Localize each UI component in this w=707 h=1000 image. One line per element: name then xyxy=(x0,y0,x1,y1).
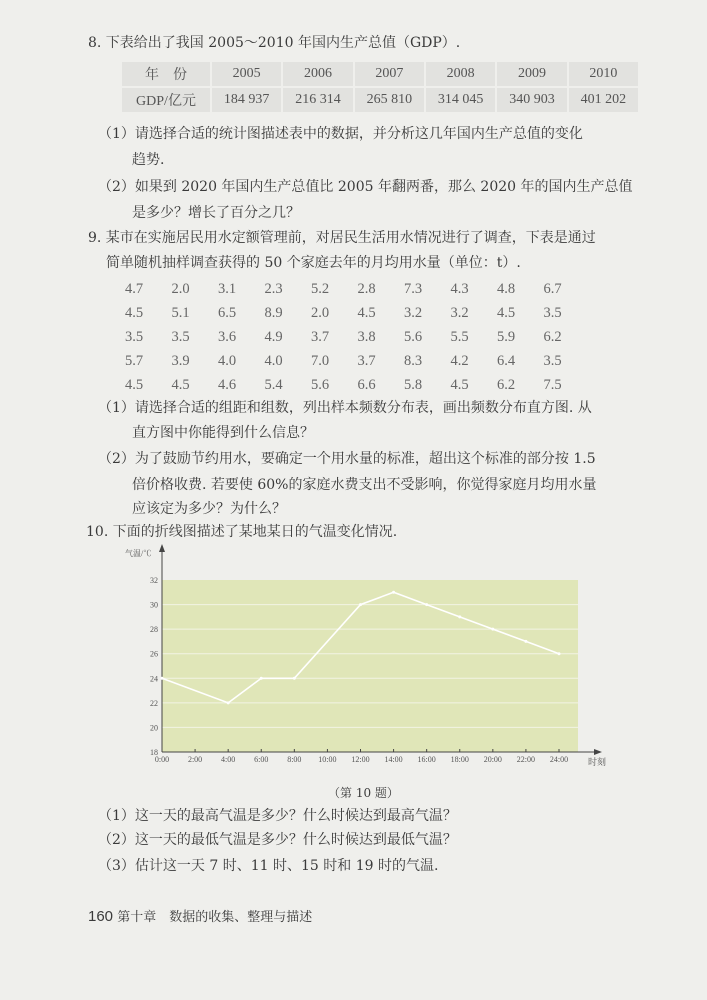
data-value: 3.1 xyxy=(218,281,237,297)
x-tick-label: 8:00 xyxy=(287,755,302,764)
data-value: 4.7 xyxy=(125,281,144,297)
q8-sub1: （1）请选择合适的统计图描述表中的数据，并分析这几年国内生产总值的变化 xyxy=(98,126,583,142)
water-data-grid xyxy=(125,277,590,397)
data-value: 4.5 xyxy=(450,377,469,393)
data-point xyxy=(425,603,428,606)
data-row xyxy=(125,373,590,397)
data-point xyxy=(524,640,527,643)
x-tick-label: 12:00 xyxy=(351,755,370,764)
x-tick-label: 24:00 xyxy=(549,755,569,764)
table-cell: GDP/亿元 xyxy=(122,88,210,112)
data-value: 5.7 xyxy=(125,353,144,369)
data-point xyxy=(392,591,395,594)
x-tick-label: 18:00 xyxy=(450,755,469,764)
y-tick-label: 18 xyxy=(150,748,158,757)
x-tick-label: 14:00 xyxy=(384,755,403,764)
data-value: 4.0 xyxy=(264,353,283,369)
data-value: 3.6 xyxy=(218,329,237,345)
table-cell: 2010 xyxy=(569,62,638,86)
data-value: 4.8 xyxy=(497,281,516,297)
data-row xyxy=(125,325,590,349)
y-tick-label: 22 xyxy=(150,698,158,708)
data-value: 3.2 xyxy=(450,305,469,321)
data-point xyxy=(558,652,561,655)
q10-sub1: （1）这一天的最高气温是多少？什么时候达到最高气温？ xyxy=(98,808,457,824)
gdp-table xyxy=(120,60,640,114)
data-value: 3.8 xyxy=(357,329,376,345)
data-value: 3.5 xyxy=(125,329,144,345)
data-value: 5.8 xyxy=(404,377,423,393)
y-axis-label: 气温/℃ xyxy=(125,549,152,558)
chapter-title: 第十章 数据的收集、整理与描述 xyxy=(117,909,313,924)
data-value: 6.6 xyxy=(357,377,376,393)
table-cell: 216 314 xyxy=(283,88,352,112)
data-point xyxy=(359,603,362,606)
table-cell: 265 810 xyxy=(355,88,424,112)
data-point xyxy=(227,701,230,704)
table-cell: 2007 xyxy=(355,62,424,86)
table-cell: 2006 xyxy=(283,62,352,86)
x-tick-label: 10:00 xyxy=(318,755,337,764)
q9-sub2-cont2: 应该定为多少？为什么？ xyxy=(132,501,286,517)
data-value: 4.5 xyxy=(125,305,144,321)
x-tick-label: 4:00 xyxy=(221,755,236,764)
table-cell: 2008 xyxy=(426,62,495,86)
y-tick-label: 28 xyxy=(150,625,158,635)
q8-sub1-cont: 趋势. xyxy=(132,152,165,168)
data-value: 4.5 xyxy=(357,305,376,321)
data-value: 2.8 xyxy=(357,281,376,297)
data-value: 4.5 xyxy=(171,377,190,393)
data-value: 8.9 xyxy=(264,305,283,321)
data-value: 5.1 xyxy=(171,305,190,321)
data-value: 2.3 xyxy=(264,281,283,297)
x-axis-arrow xyxy=(594,749,602,755)
data-value: 6.5 xyxy=(218,305,237,321)
q9-sub1: （1）请选择合适的组距和组数，列出样本频数分布表，画出频数分布直方图. 从 xyxy=(98,400,592,416)
table-cell: 年 份 xyxy=(122,62,210,86)
data-value: 6.4 xyxy=(497,353,516,369)
y-axis-arrow xyxy=(159,544,165,552)
table-cell: 401 202 xyxy=(569,88,638,112)
y-tick-label: 24 xyxy=(150,674,158,684)
data-point xyxy=(491,628,494,631)
data-value: 4.9 xyxy=(264,329,283,345)
q8-title: 8. 下表给出了我国 2005～2010 年国内生产总值（GDP）. xyxy=(88,35,461,51)
data-value: 3.5 xyxy=(543,353,562,369)
data-value: 3.7 xyxy=(311,329,330,345)
data-value: 4.6 xyxy=(218,377,237,393)
data-value: 3.7 xyxy=(357,353,376,369)
data-value: 6.7 xyxy=(543,281,562,297)
data-value: 2.0 xyxy=(171,281,190,297)
y-tick-label: 20 xyxy=(150,723,158,733)
data-value: 5.9 xyxy=(497,329,516,345)
table-cell: 184 937 xyxy=(212,88,281,112)
data-value: 3.5 xyxy=(171,329,190,345)
x-tick-label: 0:00 xyxy=(154,755,170,764)
table-cell: 314 045 xyxy=(426,88,495,112)
q9-sub2: （2）为了鼓励节约用水，要确定一个用水量的标准，超出这个标准的部分按 1.5 xyxy=(98,451,596,467)
q9-sub2-cont1: 倍价格收费. 若要使 60%的家庭水费支出不受影响，你觉得家庭月均用水量 xyxy=(132,477,597,493)
x-tick-label: 2:00 xyxy=(187,755,203,764)
table-cell: 2009 xyxy=(497,62,566,86)
table-header-row xyxy=(122,62,638,86)
table-cell: 2005 xyxy=(212,62,281,86)
data-value: 6.2 xyxy=(497,377,516,393)
q10-title: 10. 下面的折线图描述了某地某日的气温变化情况. xyxy=(86,524,398,540)
x-tick-label: 16:00 xyxy=(417,755,436,764)
data-value: 5.5 xyxy=(450,329,469,345)
y-tick-label: 26 xyxy=(150,649,158,659)
data-value: 7.5 xyxy=(543,377,562,393)
page-number: 160 xyxy=(88,908,114,925)
data-value: 5.6 xyxy=(311,377,330,393)
q9-sub1-cont: 直方图中你能得到什么信息？ xyxy=(132,425,314,441)
q9-title-cont: 简单随机抽样调查获得的 50 个家庭去年的月均用水量（单位：t）. xyxy=(106,255,521,271)
data-value: 7.0 xyxy=(311,353,330,369)
data-value: 3.2 xyxy=(404,305,423,321)
data-point xyxy=(260,677,263,680)
data-value: 4.5 xyxy=(125,377,144,393)
data-row xyxy=(125,301,590,325)
data-value: 5.6 xyxy=(404,329,423,345)
q8-sub2: （2）如果到 2020 年国内生产总值比 2005 年翻两番，那么 2020 年的国内生产总值 xyxy=(98,179,633,195)
data-value: 7.3 xyxy=(404,281,423,297)
data-value: 2.0 xyxy=(311,305,330,321)
x-tick-label: 6:00 xyxy=(254,755,269,764)
data-value: 3.5 xyxy=(543,305,562,321)
q10-sub3: （3）估计这一天 7 时、11 时、15 时和 19 时的气温. xyxy=(98,858,439,874)
data-point xyxy=(458,615,461,618)
chart-caption: （第 10 题） xyxy=(328,786,399,800)
x-axis-label: 时刻 xyxy=(588,757,607,767)
data-value: 5.2 xyxy=(311,281,330,297)
data-value: 4.5 xyxy=(497,305,516,321)
data-point xyxy=(161,677,164,680)
x-tick-label: 22:00 xyxy=(516,755,536,764)
table-row xyxy=(122,88,638,112)
data-value: 4.2 xyxy=(450,353,469,369)
data-value: 5.4 xyxy=(264,377,283,393)
temperature-line-chart xyxy=(0,540,707,780)
footer xyxy=(88,907,312,927)
data-value: 8.3 xyxy=(404,353,423,369)
x-tick-label: 20:00 xyxy=(483,755,502,764)
data-value: 6.2 xyxy=(543,329,562,345)
q9-title: 9. 某市在实施居民用水定额管理前，对居民生活用水情况进行了调查，下表是通过 xyxy=(88,230,596,246)
y-tick-label: 30 xyxy=(150,600,158,610)
table-cell: 340 903 xyxy=(497,88,566,112)
plot-background xyxy=(162,580,578,752)
data-value: 4.3 xyxy=(450,281,469,297)
y-tick-label: 32 xyxy=(150,576,158,585)
data-value: 4.0 xyxy=(218,353,237,369)
q10-sub2: （2）这一天的最低气温是多少？什么时候达到最低气温？ xyxy=(98,832,457,848)
data-point xyxy=(293,677,296,680)
data-value: 3.9 xyxy=(171,353,190,369)
data-row xyxy=(125,349,590,373)
data-row xyxy=(125,277,590,301)
q8-sub2-cont: 是多少？增长了百分之几？ xyxy=(132,205,300,221)
